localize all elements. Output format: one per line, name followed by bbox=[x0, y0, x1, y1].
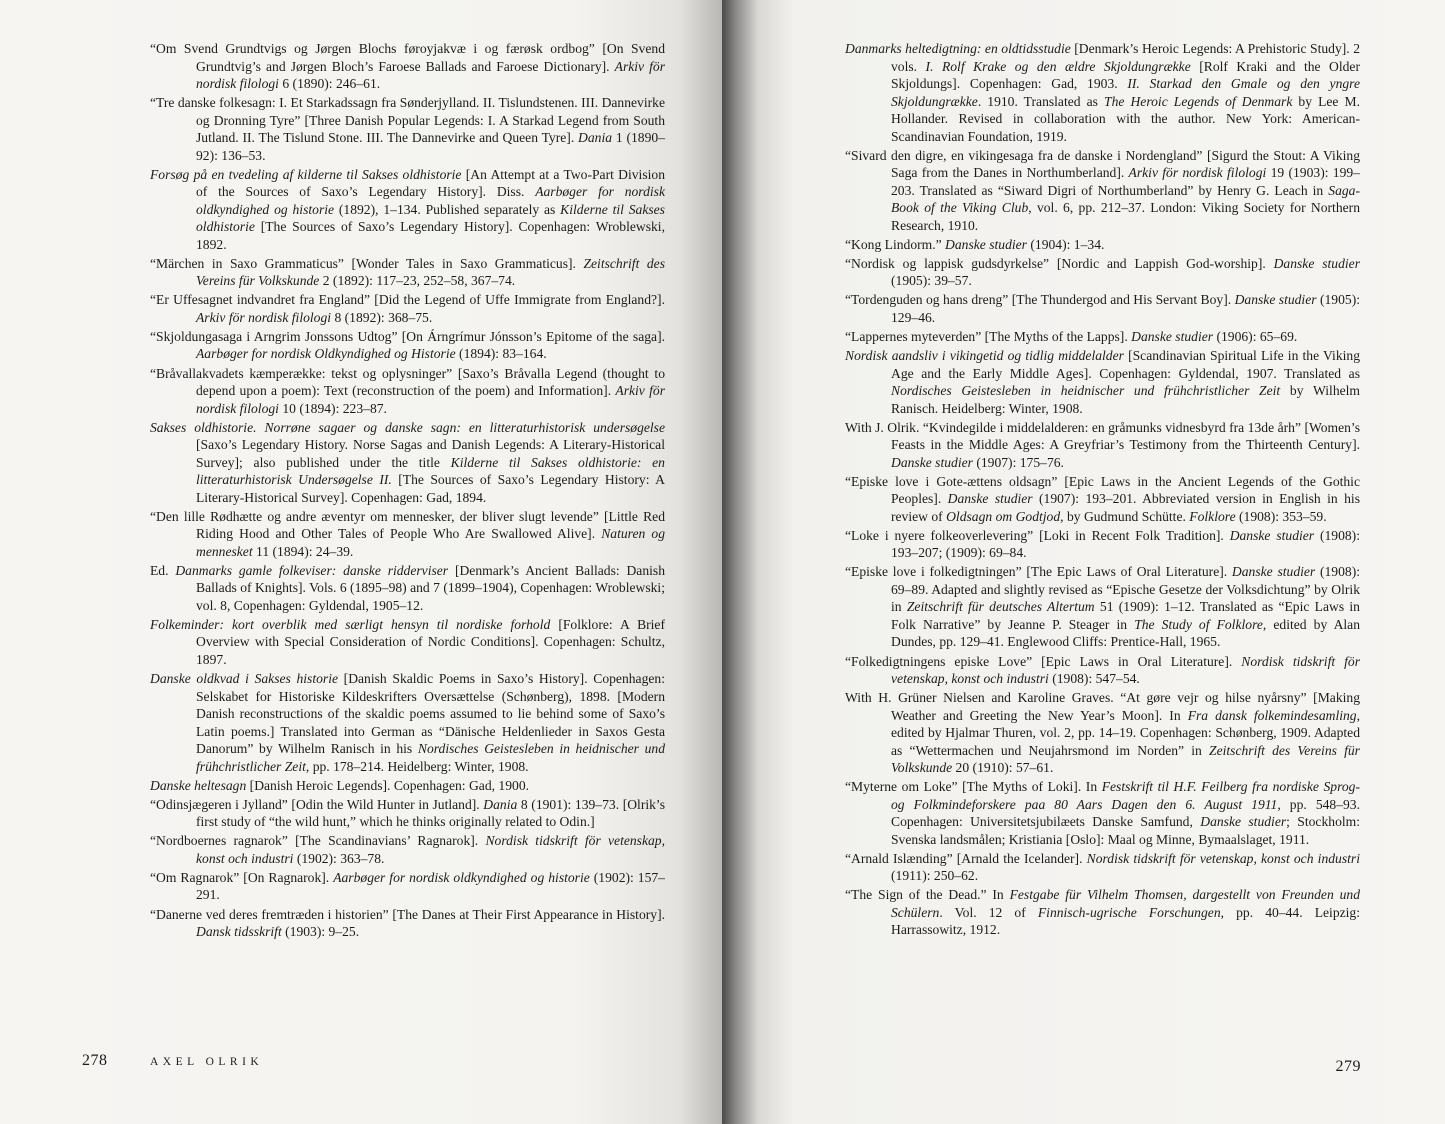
bibliography-entry: “Sivard den digre, en vikingesaga fra de danske i Nordengland” [Sigurd the Stout: A Viking Saga from the Danes in Northumberland]. Arkiv för nordisk filologi 19 (1903): 199–203. Translated as “Siward Digri of Northumberland” by Henry G. Leach in Saga-Book of the Viking Club, vol. 6, pp. 212–37. London: Viking Society for Northern Research, 1910. bbox=[845, 147, 1360, 233]
bibliography-entry: “Lappernes myteverden” [The Myths of the Lapps]. Danske studier (1906): 65–69. bbox=[845, 328, 1298, 344]
bibliography-entry: “Bråvallakvadets kæmperække: tekst og oplysninger” [Saxo’s Bråvalla Legend (thought to depend upon a poem): Text (reconstruction of the poem) and Information]. Arkiv för nordisk filologi 10 (1894): 223–87. bbox=[150, 365, 665, 416]
bibliography-entry: “Kong Lindorm.” Danske studier (1904): 1–34. bbox=[845, 236, 1105, 252]
bibliography-entry: Forsøg på en tvedeling af kilderne til Sakses oldhistorie [An Attempt at a Two-Part Division of the Sources of Saxo’s Legendary History]. Diss. Aarbøger for nordisk oldkyndighed og historie (1892), 1–134. Published separately as Kilderne til Sakses oldhistorie [The Sources of Saxo’s Legendary History]. Copenhagen: Wroblewski, 1892. bbox=[150, 166, 665, 252]
bibliography-entry: “Om Ragnarok” [On Ragnarok]. Aarbøger for nordisk oldkyndighed og historie (1902): 157–291. bbox=[150, 869, 665, 903]
bibliography-entry: “Den lille Rødhætte og andre æventyr om mennesker, der bliver slugt levende” [Little Red Riding Hood and Other Tales of People Who Are Swallowed Alive]. Naturen og mennesket 11 (1894): 24–39. bbox=[150, 508, 665, 559]
bibliography-entry: Ed. Danmarks gamle folkeviser: danske ridderviser [Denmark’s Ancient Ballads: Danish Ballads of Knights]. Vols. 6 (1895–98) and 7 (1899–1904), Copenhagen: Wroblewski; vol. 8, Copenhagen: Gyldendal, 1905–12. bbox=[150, 562, 665, 613]
bibliography-entry: With H. Grüner Nielsen and Karoline Graves. “At gøre vejr og hilse nyårsny” [Making Weather and Greeting the New Year’s Moon]. In Fra dansk folkemindesamling, edited by Hjalmar Thuren, vol. 2, pp. 14–19. Copenhagen: Schønberg, 1909. Adapted as “Wettermachen und Neujahrsmond im Norden” in Zeitschrift des Vereins für Volkskunde 20 (1910): 57–61. bbox=[845, 690, 1360, 776]
bibliography-entry: “Danerne ved deres fremtræden i historien” [The Danes at Their First Appearance in History]. Dansk tidsskrift (1903): 9–25. bbox=[150, 906, 665, 939]
bibliography-entry: “Skjoldungasaga i Arngrim Jonssons Udtog” [On Árngrímur Jónsson’s Epitome of the saga]. Aarbøger for nordisk Oldkyndighed og Historie (1894): 83–164. bbox=[150, 328, 665, 362]
bibliography-entry: “The Sign of the Dead.” In Festgabe für Vilhelm Thomsen, dargestellt von Freunden und Schülern. Vol. 12 of Finnisch-ugrische Forschungen, pp. 40–44. Leipzig: Harrassowitz, 1912. bbox=[845, 887, 1361, 938]
bibliography-entry: “Er Uffesagnet indvandret fra England” [Did the Legend of Uffe Immigrate from England?]. Arkiv för nordisk filologi 8 (1892): 368–75. bbox=[150, 292, 665, 325]
bibliography-entry: Danske oldkvad i Sakses historie [Danish Skaldic Poems in Saxo’s History]. Copenhagen: Selskabet for Historiske Kildeskrifters Oversættelse (Schønberg), 1898. [Modern Danish reconstructions of the skaldic poems assumed to lie behind some of Saxo’s Latin poems.] Translated into German as “Dänische Heldenlieder in Saxos Gesta Danorum” by Wilhelm Ranisch in his Nordisches Geistesleben in heidnischer und frühchristlicher Zeit, pp. 178–214. Heidelberg: Winter, 1908. bbox=[150, 671, 665, 774]
left-bibliography-list bbox=[150, 40, 665, 942]
bibliography-entry: “Märchen in Saxo Grammaticus” [Wonder Tales in Saxo Grammaticus]. Zeitschrift des Vereins für Volkskunde 2 (1892): 117–23, 252–58, 367–74. bbox=[150, 255, 665, 289]
right-bibliography-list bbox=[845, 40, 1360, 941]
bibliography-entry: “Folkedigtningens episke Love” [Epic Laws in Oral Literature]. Nordisk tidskrift för vetenskap, konst och industri (1908): 547–54. bbox=[845, 653, 1360, 687]
bibliography-entry: “Nordboernes ragnarok” [The Scandinavians’ Ragnarok]. Nordisk tidskrift för vetenskap, konst och industri (1902): 363–78. bbox=[150, 833, 666, 866]
bibliography-entry: “Episke love i Gote-ættens oldsagn” [Epic Laws in the Ancient Legends of the Gothic Peoples]. Danske studier (1907): 193–201. Abbreviated version in English in his review of Oldsagn om Godtjod, by Gudmund Schütte. Folklore (1908): 353–59. bbox=[845, 473, 1360, 524]
bibliography-entry: Sakses oldhistorie. Norrøne sagaer og danske sagn: en litteraturhistorisk undersøgelse [Saxo’s Legendary History. Norse Sagas and Danish Legends: A Literary-Historical Survey]; also published under the title Kilderne til Sakses oldhistorie: en litteraturhistorisk Undersøgelse II. [The Sources of Saxo’s Legendary History: A Literary-Historical Survey]. Copenhagen: Gad, 1894. bbox=[150, 419, 665, 505]
bibliography-entry: “Nordisk og lappisk gudsdyrkelse” [Nordic and Lappish God-worship]. Danske studier (1905): 39–57. bbox=[845, 255, 1360, 289]
right-page bbox=[722, 0, 1445, 1124]
bibliography-entry: “Om Svend Grundtvigs og Jørgen Blochs føroyjakvæ i og færøsk ordbog” [On Svend Grundtvig’s and Jørgen Bloch’s Faroese Ballads and Faroese Dictionary]. Arkiv för nordisk filologi 6 (1890): 246–61. bbox=[150, 41, 665, 91]
bibliography-entry: Danske heltesagn [Danish Heroic Legends]. Copenhagen: Gad, 1900. bbox=[150, 777, 530, 793]
bibliography-entry: Folkeminder: kort overblik med særligt hensyn til nordiske forhold [Folklore: A Brief Overview with Special Consideration of Nordic Conditions]. Copenhagen: Schultz, 1897. bbox=[150, 616, 665, 667]
left-page bbox=[0, 0, 722, 1124]
bibliography-entry: Danmarks heltedigtning: en oldtidsstudie [Denmark’s Heroic Legends: A Prehistoric Study]. 2 vols. I. Rolf Krake og den ældre Skjoldungrække [Rolf Kraki and the Older Skjoldungs]. Copenhagen: Gad, 1903. II. Starkad den Gmale og den yngre Skjoldungrække. 1910. Translated as The Heroic Legends of Denmark by Lee M. Hollander. Revised in collaboration with the author. New York: American-Scandinavian Foundation, 1919. bbox=[845, 41, 1361, 144]
bibliography-entry: “Tordenguden og hans dreng” [The Thundergod and His Servant Boy]. Danske studier (1905): 129–46. bbox=[845, 292, 1360, 325]
bibliography-entry: With J. Olrik. “Kvindegilde i middelalderen: en gråmunks vidnesbyrd fra 13de årh” [Women’s Feasts in the Middle Ages: A Greyfriar’s Testimony from the Thirteenth Century]. Danske studier (1907): 175–76. bbox=[845, 419, 1360, 470]
right-folio: 279 bbox=[1335, 1058, 1361, 1075]
bibliography-entry: “Episke love i folkedigtningen” [The Epic Laws of Oral Literature]. Danske studier (1908): 69–89. Adapted and slightly revised as “Epische Gesetze der Volksdichtung” by Olrik in Zeitschrift für deutsches Altertum 51 (1909): 1–12. Translated as “Epic Laws in Folk Narrative” by Jeanne P. Steager in The Study of Folklore, edited by Alan Dundes, pp. 129–41. Englewood Cliffs: Prentice-Hall, 1965. bbox=[845, 564, 1360, 650]
bibliography-entry: “Loke i nyere folkeoverlevering” [Loki in Recent Folk Tradition]. Danske studier (1908): 193–207; (1909): 69–84. bbox=[845, 527, 1360, 561]
left-folio: 278 bbox=[82, 1052, 108, 1069]
bibliography-entry: “Odinsjægeren i Jylland” [Odin the Wild Hunter in Jutland]. Dania 8 (1901): 139–73. [Olrik’s first study of “the wild hunt,” which he thinks originally related to Odin.] bbox=[150, 796, 665, 830]
bibliography-entry: Nordisk aandsliv i vikingetid og tidlig middelalder [Scandinavian Spiritual Life in the Viking Age and the Early Middle Ages]. Copenhagen: Gyldendal, 1907. Translated as Nordisches Geistesleben in heidnischer und frühchristlicher Zeit by Wilhelm Ranisch. Heidelberg: Winter, 1908. bbox=[845, 348, 1360, 416]
running-head: AXEL OLRIK bbox=[150, 1056, 264, 1068]
bibliography-entry: “Tre danske folkesagn: I. Et Starkadssagn fra Sønderjylland. II. Tislundstenen. III. Dannevirke og Dronning Tyre” [Three Danish Popular Legends: I. A Starkad Legend from South Jutland. II. The Tislund Stone. III. The Dannevirke and Queen Tyre]. Dania 1 (1890–92): 136–53. bbox=[150, 95, 665, 163]
bibliography-entry: “Arnald Islænding” [Arnald the Icelander]. Nordisk tidskrift för vetenskap, konst och industri (1911): 250–62. bbox=[845, 850, 1360, 884]
bibliography-entry: “Myterne om Loke” [The Myths of Loki]. In Festskrift til H.F. Feilberg fra nordiske Sprog- og Folkmindeforskere paa 80 Aars Dagen den 6. August 1911, pp. 548–93. Copenhagen: Universitetsjubilæets Danske Samfund, Danske studier; Stockholm: Svenska landsmålen; Kristiania [Oslo]: Maal og Minne, Bymaalslaget, 1911. bbox=[845, 779, 1361, 847]
